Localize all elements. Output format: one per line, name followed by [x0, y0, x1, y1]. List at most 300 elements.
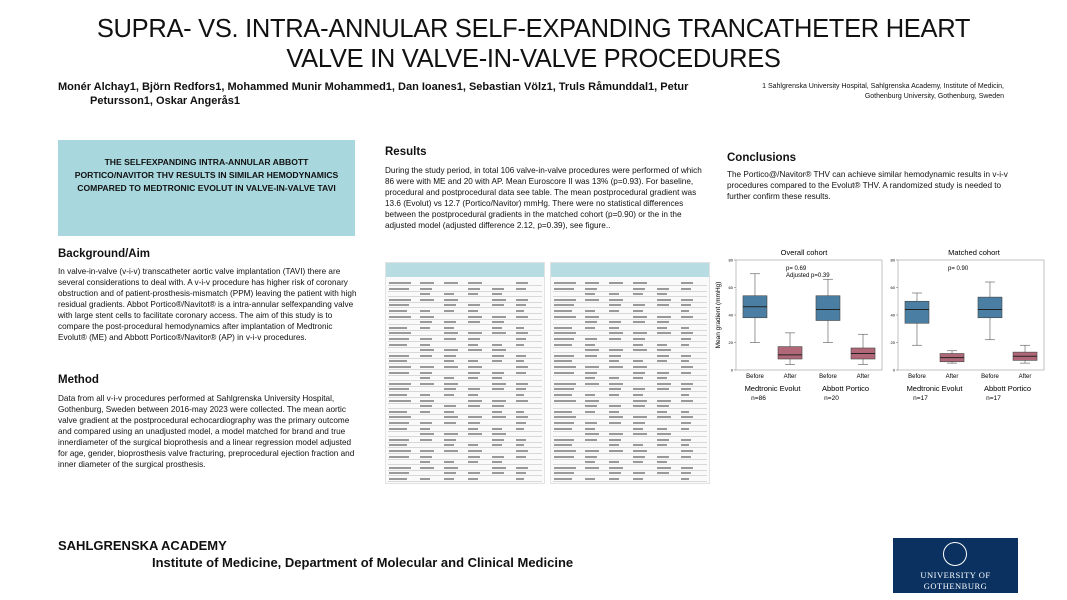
- table-cell: [585, 344, 595, 346]
- table-cell: [633, 282, 647, 284]
- table-cell: [389, 394, 407, 396]
- table-cell: [444, 304, 456, 306]
- method-heading: Method: [58, 374, 99, 386]
- table-cell: [492, 456, 504, 458]
- table-cell: [609, 299, 623, 301]
- table-cell: [609, 377, 619, 379]
- table-cell: [492, 355, 504, 357]
- x-tick-label: Before: [981, 374, 999, 380]
- table-row: [553, 330, 707, 331]
- table-cell: [389, 316, 411, 318]
- y-tick-label: 20: [728, 340, 733, 345]
- table-cell: [657, 344, 667, 346]
- table-cell: [389, 372, 409, 374]
- table-cell: [468, 304, 480, 306]
- table-cell: [657, 456, 669, 458]
- table-cell: [444, 467, 458, 469]
- table-cell: [492, 411, 502, 413]
- table-cell: [609, 422, 621, 424]
- y-tick-label: 40: [728, 312, 733, 318]
- table-cell: [633, 388, 645, 390]
- table-cell: [609, 366, 623, 368]
- table-cell: [468, 456, 480, 458]
- box-after: [778, 347, 802, 359]
- table-cell: [609, 461, 619, 463]
- table-cell: [444, 416, 458, 418]
- table-cell: [633, 433, 647, 435]
- table-cell: [633, 372, 645, 374]
- conclusions-heading: Conclusions: [727, 152, 797, 164]
- table-row: [388, 425, 542, 426]
- table-cell: [420, 405, 432, 407]
- table-cell: [420, 282, 434, 284]
- table-cell: [609, 355, 621, 357]
- table-cell: [554, 422, 574, 424]
- table-row: [388, 481, 542, 482]
- table-cell: [585, 422, 597, 424]
- table-cell: [468, 321, 480, 323]
- x-tick-label: After: [1018, 374, 1032, 380]
- table-cell: [492, 321, 504, 323]
- table-cell: [516, 332, 528, 334]
- table-cell: [609, 444, 619, 446]
- table-cell: [554, 456, 574, 458]
- table-cell: [492, 332, 506, 334]
- table-row: [553, 419, 707, 420]
- table-cell: [633, 377, 643, 379]
- table-cell: [516, 411, 524, 413]
- table-row: [553, 380, 707, 381]
- table-cell: [468, 310, 478, 312]
- table-cell: [444, 293, 454, 295]
- method-text: Data from all v-i-v procedures performed at Sahlgrenska University Hospital, Gothenburg, Sweden between 2016-may 2023 were collected. The mean aortic valve gradient at the postprocedural echocardiography was the primary outcome and compared using an unadjusted model, a model matched for brand and true innerdiameter of the surgical bioprothesis and a linear regression model adjusted for age, gender, bioprosthesis valve fracturing, preprocedural ejection fraction and inner diameter of the surgical prosthesis.: [58, 394, 355, 469]
- table-cell: [657, 428, 667, 430]
- table-cell: [585, 377, 595, 379]
- table-cell: [657, 332, 671, 334]
- table-cell: [516, 439, 526, 441]
- table-cell: [468, 422, 480, 424]
- table-cell: [444, 360, 454, 362]
- table-row: [388, 447, 542, 448]
- table-cell: [657, 304, 669, 306]
- table-cell: [420, 428, 430, 430]
- table-cell: [468, 433, 482, 435]
- table-cell: [468, 428, 478, 430]
- table-row: [553, 475, 707, 476]
- table-cell: [420, 321, 432, 323]
- table-cell: [633, 428, 643, 430]
- y-tick-label: 40: [890, 312, 895, 318]
- baseline-characteristics-table: [385, 262, 545, 484]
- background-heading: Background/Aim: [58, 248, 151, 260]
- table-cell: [516, 450, 528, 452]
- table-cell: [516, 422, 526, 424]
- table-cell: [554, 310, 572, 312]
- table-cell: [657, 400, 671, 402]
- seal-icon: [943, 542, 967, 566]
- table-cell: [657, 327, 667, 329]
- table-cell: [633, 366, 647, 368]
- table-cell: [389, 400, 411, 402]
- table-cell: [633, 288, 645, 290]
- table-cell: [420, 372, 432, 374]
- table-cell: [492, 428, 502, 430]
- table-cell: [492, 400, 506, 402]
- key-finding-box: [58, 140, 355, 236]
- table-cell: [389, 288, 409, 290]
- table-cell: [389, 411, 407, 413]
- table-cell: [516, 394, 524, 396]
- table-cell: [554, 355, 574, 357]
- y-tick-label: 0: [730, 367, 733, 373]
- table-cell: [420, 478, 430, 480]
- table-cell: [389, 360, 407, 362]
- table-cell: [657, 383, 671, 385]
- panel-annotation: p= 0.69: [786, 266, 807, 272]
- table-cell: [657, 293, 667, 295]
- table-cell: [468, 282, 482, 284]
- procedural-outcomes-table: [550, 262, 710, 484]
- conclusions-text: The Portico@/Navitor® THV can achieve similar hemodynamic results in v-i-v procedures compared to the Evolut® THV. A randomized study is needed to further confirm these results.: [727, 170, 1008, 201]
- table-cell: [681, 338, 691, 340]
- table-row: [553, 442, 707, 443]
- table-cell: [609, 327, 619, 329]
- table-cell: [389, 472, 409, 474]
- table-cell: [585, 288, 597, 290]
- table-cell: [609, 388, 621, 390]
- table-row: [388, 470, 542, 471]
- table-row: [388, 324, 542, 325]
- table-row: [388, 307, 542, 308]
- table-cell: [516, 310, 524, 312]
- table-cell: [633, 405, 645, 407]
- table-cell: [420, 467, 434, 469]
- table-row: [388, 475, 542, 476]
- table-cell: [681, 288, 691, 290]
- table-cell: [681, 467, 693, 469]
- table-cell: [492, 299, 506, 301]
- table-cell: [389, 344, 407, 346]
- table-cell: [444, 310, 454, 312]
- table-row: [388, 408, 542, 409]
- poster-title: SUPRA- VS. INTRA-ANNULAR SELF-EXPANDING TRANCATHETER HEART VALVE IN VALVE-IN-VALVE PROCEDURES: [96, 15, 971, 73]
- table-cell: [681, 344, 689, 346]
- table-cell: [389, 338, 409, 340]
- table-cell: [516, 428, 524, 430]
- table-row: [388, 291, 542, 292]
- table-cell: [389, 355, 409, 357]
- table-cell: [657, 372, 669, 374]
- table-cell: [633, 478, 643, 480]
- table-cell: [389, 422, 409, 424]
- logo-text-line-2: GOTHENBURG: [923, 581, 988, 591]
- table-row: [553, 358, 707, 359]
- x-tick-label: Before: [746, 374, 764, 380]
- table-cell: [389, 327, 407, 329]
- table-row: [553, 459, 707, 460]
- table-cell: [420, 299, 434, 301]
- table-cell: [585, 349, 599, 351]
- table-cell: [681, 299, 693, 301]
- table-cell: [657, 439, 669, 441]
- table-cell: [681, 332, 693, 334]
- table-cell: [554, 360, 572, 362]
- table-row: [388, 313, 542, 314]
- table-row: [388, 352, 542, 353]
- x-tick-label: After: [783, 374, 797, 380]
- table-cell: [492, 344, 502, 346]
- table-row: [553, 453, 707, 454]
- table-cell: [585, 383, 599, 385]
- table-cell: [468, 478, 478, 480]
- table-cell: [516, 383, 528, 385]
- table-cell: [492, 405, 504, 407]
- table-row: [388, 464, 542, 465]
- background-text: In valve-in-valve (v-i-v) transcatheter aortic valve implantation (TAVI) there are several considerations to deal with. A v-i-v procedure has higher risk of coronary obstruction and of patient-prosthesis-mismatch (PPM) leaving the patient with high residual gradients. Abbot Portico®/Navitot® is a intra-annular selfexpanding valve with large stent cells to facilitate coronary access. The aim of this study is to compare the post-procedural hemodynamics after implantation of Medtronic Evolut® (ME) and Abbott Portico®/Navitor® (AP) in v-i-v procedures.: [58, 267, 357, 342]
- table-cell: [554, 388, 574, 390]
- table-cell: [444, 282, 458, 284]
- table-cell: [633, 332, 647, 334]
- table-cell: [585, 450, 599, 452]
- table-cell: [554, 411, 572, 413]
- table-row: [553, 414, 707, 415]
- table-cell: [609, 321, 621, 323]
- table-row: [553, 296, 707, 297]
- table-cell: [657, 405, 669, 407]
- x-tick-label: Before: [819, 374, 837, 380]
- table-cell: [420, 461, 430, 463]
- table-cell: [681, 411, 689, 413]
- table-cell: [609, 467, 623, 469]
- table-cell: [389, 478, 407, 480]
- table-cell: [554, 450, 576, 452]
- table-row: [553, 285, 707, 286]
- table-cell: [444, 332, 458, 334]
- table-cell: [492, 360, 502, 362]
- table-cell: [516, 472, 526, 474]
- table-cell: [389, 416, 411, 418]
- authors-line-1: Monér Alchay1, Björn Redfors1, Mohammed Munir Mohammed1, Dan Ioanes1, Sebastian Völz1, Truls Råmunddal1, Petur: [58, 81, 689, 93]
- table-cell: [420, 411, 430, 413]
- table-cell: [492, 304, 504, 306]
- table-cell: [585, 467, 599, 469]
- table-cell: [468, 288, 480, 290]
- table-cell: [492, 372, 504, 374]
- table-cell: [516, 456, 526, 458]
- table-row: [553, 313, 707, 314]
- table-cell: [681, 428, 689, 430]
- table-row: [553, 397, 707, 398]
- table-cell: [444, 472, 456, 474]
- table-cell: [492, 472, 504, 474]
- table-row: [388, 419, 542, 420]
- table-cell: [609, 433, 623, 435]
- table-cell: [516, 304, 526, 306]
- table-cell: [681, 394, 689, 396]
- table-row: [553, 481, 707, 482]
- affiliation-line-2: Gothenburg University, Gothenburg, Sweden: [864, 93, 1004, 100]
- table-cell: [633, 344, 643, 346]
- table-cell: [554, 478, 572, 480]
- table-row: [388, 296, 542, 297]
- table-cell: [492, 377, 502, 379]
- table-cell: [681, 316, 693, 318]
- table-cell: [681, 472, 691, 474]
- table-cell: [492, 433, 506, 435]
- table-cell: [444, 383, 458, 385]
- table-cell: [681, 360, 689, 362]
- y-axis-label: Mean gradient (mmHg): [715, 281, 722, 349]
- table-cell: [516, 444, 524, 446]
- table-cell: [420, 422, 432, 424]
- table-row: [388, 330, 542, 331]
- table-cell: [444, 439, 456, 441]
- table-cell: [633, 400, 647, 402]
- table-cell: [468, 461, 478, 463]
- table-cell: [657, 416, 671, 418]
- table-cell: [444, 338, 456, 340]
- table-cell: [444, 422, 456, 424]
- table-cell: [516, 372, 526, 374]
- table-cell: [420, 338, 432, 340]
- table-cell: [468, 372, 480, 374]
- table-cell: [444, 433, 458, 435]
- table-row: [388, 341, 542, 342]
- panel-title: Overall cohort: [780, 248, 828, 257]
- table-cell: [468, 338, 480, 340]
- table-cell: [633, 416, 647, 418]
- table-cell: [444, 366, 458, 368]
- table-cell: [389, 282, 411, 284]
- table-cell: [585, 366, 599, 368]
- table-cell: [389, 299, 411, 301]
- table-cell: [492, 316, 506, 318]
- table-cell: [633, 304, 645, 306]
- institute-name: Institute of Medicine, Department of Molecular and Clinical Medicine: [152, 555, 574, 570]
- table-cell: [389, 366, 411, 368]
- table-row: [553, 347, 707, 348]
- table-cell: [633, 450, 647, 452]
- table-row: [553, 403, 707, 404]
- table-row: [388, 285, 542, 286]
- table-cell: [468, 472, 480, 474]
- table-cell: [681, 282, 693, 284]
- table-cell: [492, 461, 502, 463]
- table-cell: [633, 360, 643, 362]
- table-row: [388, 369, 542, 370]
- table-cell: [420, 394, 430, 396]
- group-name: Medtronic Evolut: [906, 384, 963, 393]
- table-cell: [585, 293, 595, 295]
- table-cell: [681, 383, 693, 385]
- table-cell: [633, 310, 643, 312]
- table-cell: [516, 400, 528, 402]
- table-cell: [444, 405, 456, 407]
- y-tick-label: 80: [728, 257, 733, 263]
- table-cell: [444, 377, 454, 379]
- table-cell: [554, 394, 572, 396]
- table-cell: [444, 321, 456, 323]
- gradient-boxplot-figure: [712, 246, 1052, 416]
- table-cell: [585, 411, 595, 413]
- table-cell: [420, 327, 430, 329]
- table-row: [388, 442, 542, 443]
- table-cell: [554, 467, 576, 469]
- table-cell: [516, 366, 528, 368]
- table-cell: [468, 416, 482, 418]
- table-cell: [609, 411, 619, 413]
- table-cell: [420, 293, 430, 295]
- table-cell: [554, 338, 574, 340]
- table-cell: [468, 366, 482, 368]
- table-cell: [585, 355, 597, 357]
- box-before: [816, 296, 840, 321]
- table-row: [553, 363, 707, 364]
- table-cell: [633, 321, 645, 323]
- table-cell: [468, 444, 478, 446]
- table-cell: [554, 372, 574, 374]
- table-cell: [585, 400, 599, 402]
- table-cell: [657, 467, 671, 469]
- table-cell: [681, 388, 691, 390]
- box-before: [905, 301, 929, 323]
- table-cell: [492, 467, 506, 469]
- table-row: [553, 369, 707, 370]
- table-cell: [657, 355, 669, 357]
- table-cell: [633, 422, 645, 424]
- table-cell: [681, 478, 689, 480]
- table-cell: [657, 411, 667, 413]
- table-cell: [420, 400, 434, 402]
- table-cell: [681, 310, 689, 312]
- table-cell: [657, 461, 667, 463]
- table-cell: [585, 372, 597, 374]
- table-cell: [585, 478, 595, 480]
- table-cell: [468, 293, 478, 295]
- table-row: [553, 447, 707, 448]
- table-cell: [444, 450, 458, 452]
- table-cell: [609, 293, 619, 295]
- table-cell: [492, 416, 506, 418]
- x-tick-label: Before: [908, 374, 926, 380]
- table-cell: [389, 428, 407, 430]
- table-cell: [585, 439, 597, 441]
- table-cell: [633, 316, 647, 318]
- table-cell: [681, 327, 689, 329]
- table-row: [388, 391, 542, 392]
- table-cell: [681, 366, 693, 368]
- table-row: [388, 375, 542, 376]
- group-n: n=86: [751, 395, 766, 402]
- table-cell: [420, 310, 430, 312]
- table-cell: [585, 394, 595, 396]
- table-cell: [516, 355, 526, 357]
- table-cell: [657, 299, 671, 301]
- affiliation: [720, 82, 1004, 102]
- table-cell: [468, 450, 482, 452]
- table-cell: [554, 304, 574, 306]
- table-cell: [492, 327, 502, 329]
- table-row: [553, 335, 707, 336]
- table-cell: [633, 293, 643, 295]
- table-cell: [681, 422, 691, 424]
- table-row: [388, 436, 542, 437]
- table-cell: [420, 344, 430, 346]
- table-row: [553, 302, 707, 303]
- table-cell: [585, 310, 595, 312]
- table-row: [553, 408, 707, 409]
- table-row: [388, 335, 542, 336]
